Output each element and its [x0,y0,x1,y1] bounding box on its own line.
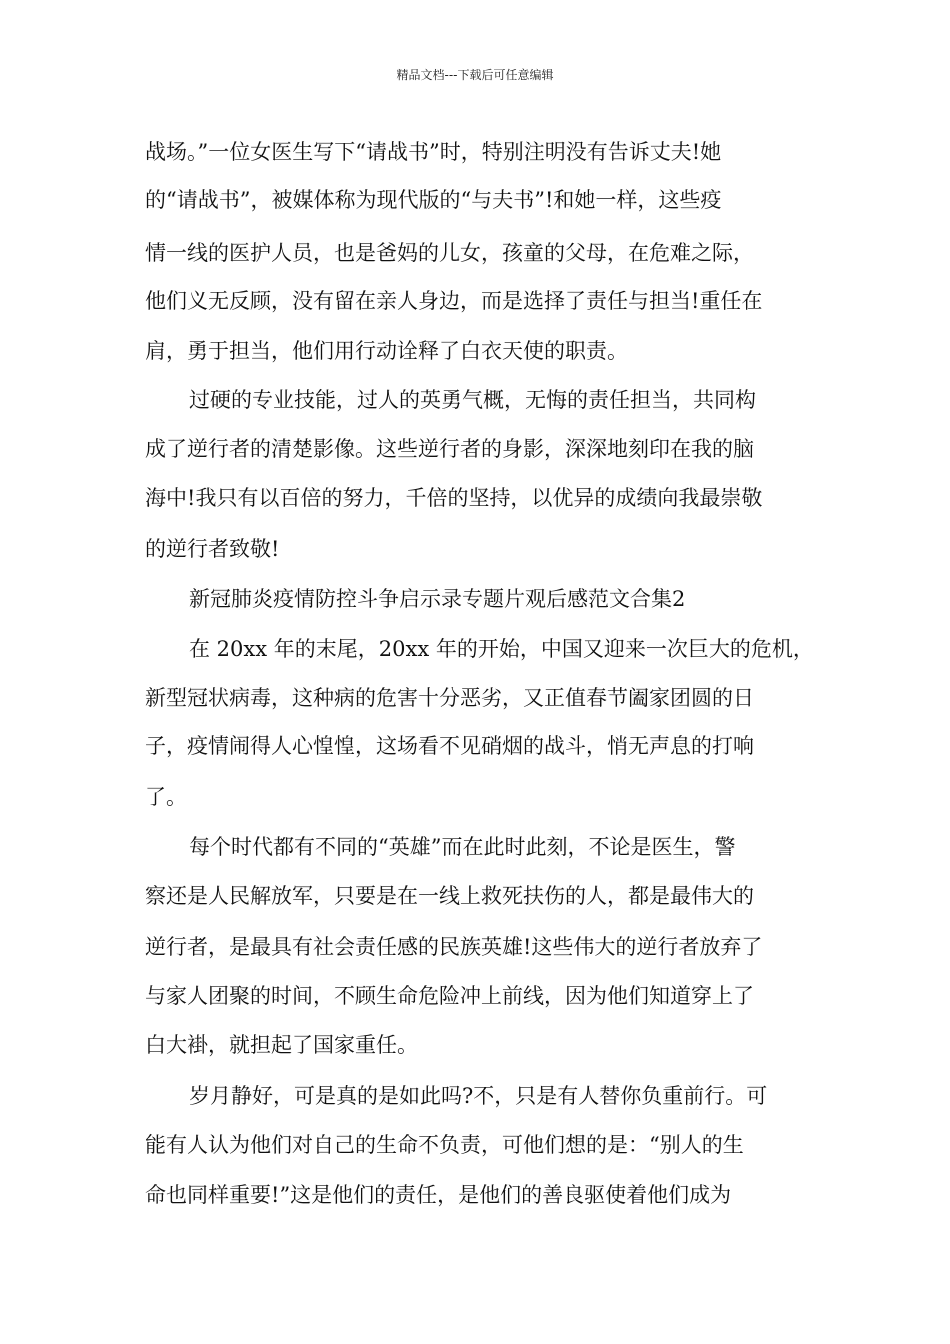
text-line: 情一线的医护人员，也是爸妈的儿女，孩童的父母，在危难之际， [145,241,754,265]
page-header: 精品文档---下载后可任意编辑 [396,68,554,82]
section-heading: 新冠肺炎疫情防控斗争启示录专题片观后感范文合集2 [189,587,686,611]
text-line: 新型冠状病毒，这种病的危害十分恶劣，又正值春节阖家团圆的日 [145,686,754,710]
text-line: 了。 [145,785,187,809]
text-line: 察还是人民解放军，只要是在一线上救死扶伤的人，都是最伟大的 [145,884,754,908]
text-line: 逆行者，是最具有社会责任感的民族英雄!这些伟大的逆行者放弃了 [145,935,763,959]
paragraph-first-line: 每个时代都有不同的“英雄”而在此时此刻，不论是医生，警 [189,835,736,859]
text-line: 的逆行者致敬! [145,537,280,561]
text-line: 的“请战书”，被媒体称为现代版的“与夫书”!和她一样，这些疫 [145,188,722,212]
paragraph-first-line: 在 20xx 年的末尾，20xx 年的开始，中国又迎来一次巨大的危机， [189,637,814,661]
text-line: 肩，勇于担当，他们用行动诠释了白衣天使的职责。 [145,339,628,363]
text-line: 能有人认为他们对自己的生命不负责，可他们想的是：“别人的生 [145,1133,744,1157]
paragraph-first-line: 岁月静好，可是真的是如此吗?不，只是有人替你负重前行。可 [189,1084,768,1108]
text-line: 海中!我只有以百倍的努力，千倍的坚持，以优异的成绩向我最崇敬 [145,486,763,510]
text-line: 与家人团聚的时间，不顾生命危险冲上前线，因为他们知道穿上了 [145,984,754,1008]
text-line: 子，疫情闹得人心惶惶，这场看不见硝烟的战斗，悄无声息的打响 [145,734,754,758]
paragraph-first-line: 过硬的专业技能，过人的英勇气概，无悔的责任担当，共同构 [189,388,756,412]
text-line: 他们义无反顾，没有留在亲人身边，而是选择了责任与担当!重任在 [145,289,763,313]
text-line: 成了逆行者的清楚影像。这些逆行者的身影，深深地刻印在我的脑 [145,437,754,461]
text-line: 战场。”一位女医生写下“请战书”时，特别注明没有告诉丈夫!她 [145,140,722,164]
text-line: 命也同样重要!”这是他们的责任，是他们的善良驱使着他们成为 [145,1183,732,1207]
text-line: 白大褂，就担起了国家重任。 [145,1033,418,1057]
